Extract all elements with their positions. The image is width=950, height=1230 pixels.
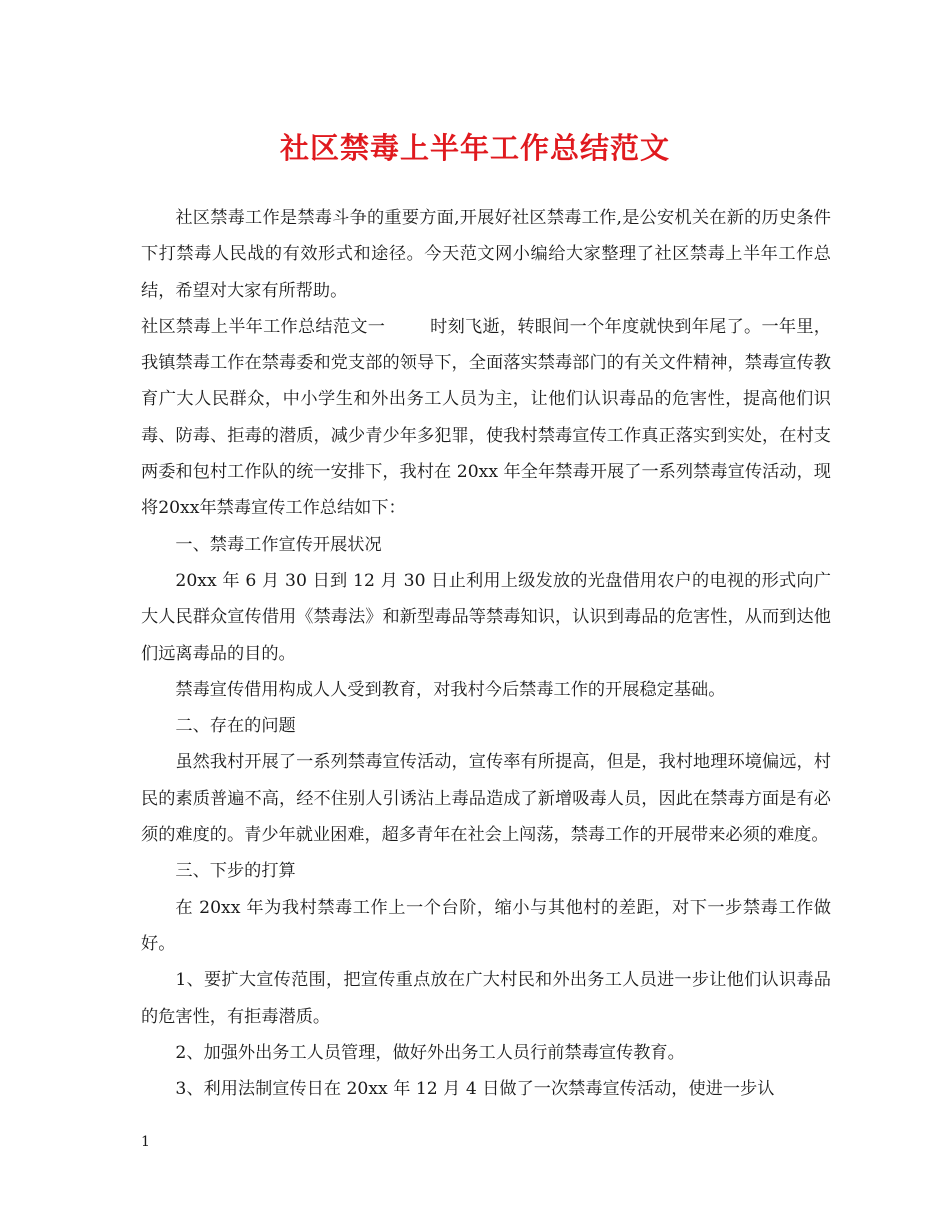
paragraph-problems: 虽然我村开展了一系列禁毒宣传活动，宣传率有所提高，但是，我村地理环境偏远，村民的素质普遍不高，经不住别人引诱沾上毒品造成了新增吸毒人员，因此在禁毒方面是有必须的难度的。青少年就业困难，超多青年在社会上闯荡，禁毒工作的开展带来必须的难度。 [141,752,831,846]
heading-plans: 三、下步的打算 [175,861,296,882]
plan-item-3: 3、利用法制宣传日在 20xx 年 12 月 4 日做了一次禁毒宣传活动，使进一步认 [175,1079,775,1100]
plan-item-1: 1、要扩大宣传范围，把宣传重点放在广大村民和外出务工人员进一步让他们认识毒品的危害性，有拒毒潜质。 [141,970,831,1027]
intro-paragraph: 社区禁毒工作是禁毒斗争的重要方面,开展好社区禁毒工作,是公安机关在新的历史条件下打禁毒人民战的有效形式和途径。今天范文网小编给大家整理了社区禁毒上半年工作总结，希望对大家有所帮助。 [141,208,831,301]
heading-problems: 二、存在的问题 [175,716,296,737]
paragraph-plans: 在 20xx 年为我村禁毒工作上一个台阶，缩小与其他村的差距，对下一步禁毒工作做好。 [141,897,831,954]
section-one-paragraph [141,309,831,527]
paragraph-status: 20xx 年 6 月 30 日到 12 月 30 日止利用上级发放的光盘借用农户的电视的形式向广大人民群众宣传借用《禁毒法》和新型毒品等禁毒知识，认识到毒品的危害性，从而到达他们远离毒品的目的。 [141,570,831,664]
document-title: 社区禁毒上半年工作总结范文 [279,131,670,165]
document-body [141,200,831,1107]
paragraph-education: 禁毒宣传借用构成人人受到教育，对我村今后禁毒工作的开展稳定基础。 [175,679,726,700]
section-one-text: 时刻飞逝，转眼间一个年度就快到年尾了。一年里，我镇禁毒工作在禁毒委和党支部的领导下，全面落实禁毒部门的有关文件精神，禁毒宣传教育广大人民群众，中小学生和外出务工人员为主，让他们认识毒品的危害性，提高他们识毒、防毒、拒毒的潜质，减少青少年多犯罪，使我村禁毒宣传工作真正落实到实处，在村支两委和包村工作队的统一安排下，我村在 20xx 年全年禁毒开展了一系列禁毒宣传活动，现将20xx年禁毒宣传工作总结如下： [141,316,831,519]
heading-status: 一、禁毒工作宣传开展状况 [175,534,382,555]
page-number: 1 [141,1134,150,1150]
plan-item-2: 2、加强外出务工人员管理，做好外出务工人员行前禁毒宣传教育。 [175,1042,685,1063]
section-label: 社区禁毒上半年工作总结范文一 [141,316,386,337]
